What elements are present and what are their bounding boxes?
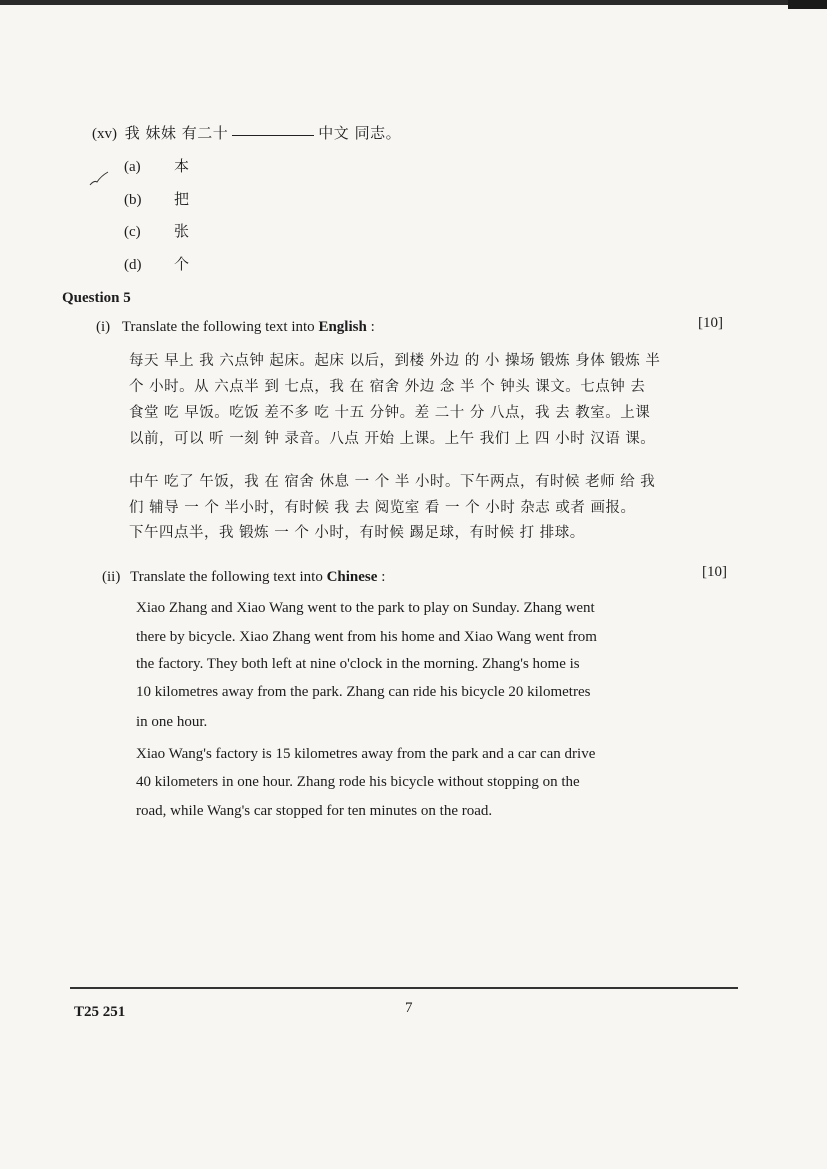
- option-a: [124, 155, 189, 176]
- top-edge-rule: [0, 0, 800, 5]
- option-text: 把: [174, 190, 190, 208]
- option-text: 本: [174, 157, 190, 175]
- part-i-marks: [10]: [698, 315, 723, 331]
- en-line: road, while Wang's car stopped for ten minutes on the road.: [136, 803, 493, 819]
- en-line: there by bicycle. Xiao Zhang went from his home and Xiao Wang went from: [136, 629, 597, 645]
- answer-blank: [232, 135, 314, 136]
- option-label: (a): [124, 159, 141, 175]
- instruction-colon: :: [370, 319, 375, 335]
- instruction-colon: :: [381, 569, 386, 585]
- part-number: (i): [96, 319, 111, 335]
- zh-line: 下午四点半，我 锻炼 一 个 小时，有时候 踢足球，有时候 打 排球。: [129, 525, 585, 541]
- en-line: 10 kilometres away from the park. Zhang can ride his bicycle 20 kilometres: [136, 684, 591, 700]
- question-5-title: Question 5: [62, 290, 131, 306]
- part-ii-marks: [10]: [702, 564, 727, 580]
- stem-before-blank: 我 妹妹 有二十: [124, 124, 229, 142]
- zh-line: 中午 吃了 午饭，我 在 宿舍 休息 一 个 半 小时。下午两点，有时候 老师 给 我: [129, 474, 656, 490]
- part-number: (ii): [102, 569, 121, 585]
- en-line: Xiao Zhang and Xiao Wang went to the park to play on Sunday. Zhang went: [136, 600, 595, 616]
- instruction-language: English: [318, 319, 367, 335]
- instruction-text: Translate the following text into: [130, 569, 323, 585]
- zh-line: 食堂 吃 早饭。吃饭 差不多 吃 十五 分钟。差 二十 分 八点，我 去 教室。上课: [129, 405, 651, 421]
- option-text: 张: [174, 222, 190, 240]
- paper-code: T25 251: [74, 1004, 126, 1020]
- option-d: [124, 253, 189, 274]
- pen-mark-icon: [88, 170, 110, 188]
- part-i-instruction: [96, 319, 375, 336]
- top-edge-mark: [788, 0, 827, 9]
- en-line: the factory. They both left at nine o'clock in the morning. Zhang's home is: [136, 656, 580, 672]
- instruction-language: Chinese: [326, 569, 378, 585]
- instruction-text: Translate the following text into: [121, 319, 315, 335]
- option-text: 个: [174, 255, 190, 273]
- zh-line: 个 小时。从 六点半 到 七点，我 在 宿舍 外边 念 半 个 钟头 课文。七点钟 去: [129, 379, 646, 395]
- option-label: (b): [124, 192, 142, 208]
- part-ii-instruction: [102, 569, 385, 586]
- stem-after-blank: 中文 同志。: [318, 124, 402, 142]
- en-line: 40 kilometers in one hour. Zhang rode his bicycle without stopping on the: [136, 774, 580, 790]
- en-line: in one hour.: [136, 714, 208, 730]
- option-c: [124, 220, 189, 241]
- zh-line: 们 辅导 一 个 半小时，有时候 我 去 阅览室 看 一 个 小时 杂志 或者 画报。: [129, 500, 636, 516]
- page-number: 7: [405, 1000, 413, 1016]
- option-label: (d): [124, 257, 142, 273]
- question-xv-stem: [92, 122, 401, 143]
- zh-line: 以前，可以 听 一刻 钟 录音。八点 开始 上课。上午 我们 上 四 小时 汉语 课。: [129, 431, 656, 447]
- option-b: [124, 188, 189, 209]
- footer-rule: [70, 987, 738, 989]
- question-number: (xv): [92, 126, 117, 142]
- zh-line: 每天 早上 我 六点钟 起床。起床 以后，到楼 外边 的 小 操场 锻炼 身体 锻炼 半: [129, 353, 661, 369]
- option-label: (c): [124, 224, 141, 240]
- en-line: Xiao Wang's factory is 15 kilometres away from the park and a car can drive: [136, 746, 596, 762]
